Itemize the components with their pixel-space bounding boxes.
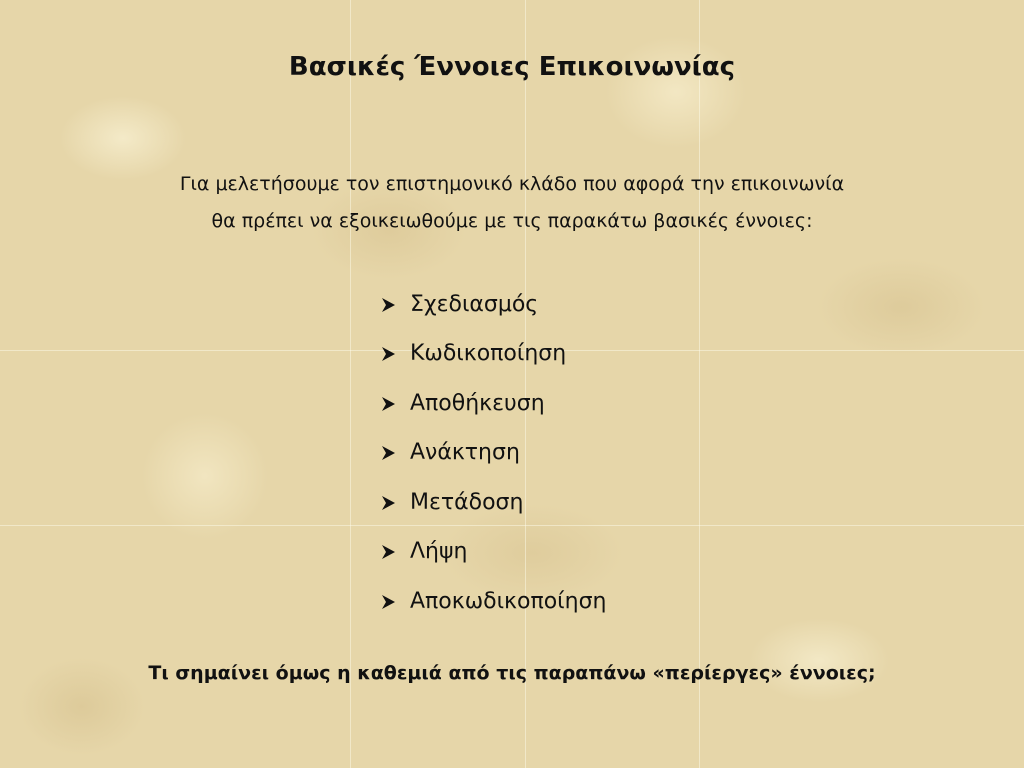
concept-item	[380, 429, 606, 479]
concept-list	[380, 280, 606, 627]
arrowhead-bullet-icon	[380, 445, 410, 461]
arrowhead-bullet-icon	[380, 594, 410, 610]
arrowhead-bullet-icon	[380, 495, 410, 511]
concept-label: Λήψη	[410, 539, 468, 565]
concept-label: Αποκωδικοποίηση	[410, 588, 607, 614]
concept-label: Ανάκτηση	[410, 440, 520, 466]
concept-label: Μετάδοση	[410, 489, 524, 515]
concept-label: Κωδικοποίηση	[410, 341, 567, 367]
arrowhead-bullet-icon	[380, 297, 410, 313]
concept-item	[380, 478, 606, 528]
concept-item	[380, 330, 606, 380]
concept-item	[380, 528, 606, 578]
concept-item	[380, 577, 606, 627]
arrowhead-bullet-icon	[380, 544, 410, 560]
arrowhead-bullet-icon	[380, 346, 410, 362]
slide-title: Βασικές Έννοιες Επικοινωνίας	[288, 52, 736, 82]
closing-question: Τι σημαίνει όμως η καθεμιά από τις παραπάνω «περίεργες» έννοιες;	[148, 662, 876, 684]
intro-line: θα πρέπει να εξοικειωθούμε με τις παρακάτω βασικές έννοιες:	[211, 210, 813, 232]
concept-label: Αποθήκευση	[410, 390, 545, 416]
arrowhead-bullet-icon	[380, 396, 410, 412]
intro-line: Για μελετήσουμε τον επιστημονικό κλάδο που αφορά την επικοινωνία	[179, 173, 845, 195]
concept-label: Σχεδιασμός	[410, 291, 539, 317]
concept-item	[380, 379, 606, 429]
concept-item	[380, 280, 606, 330]
intro-paragraph	[0, 166, 1024, 240]
